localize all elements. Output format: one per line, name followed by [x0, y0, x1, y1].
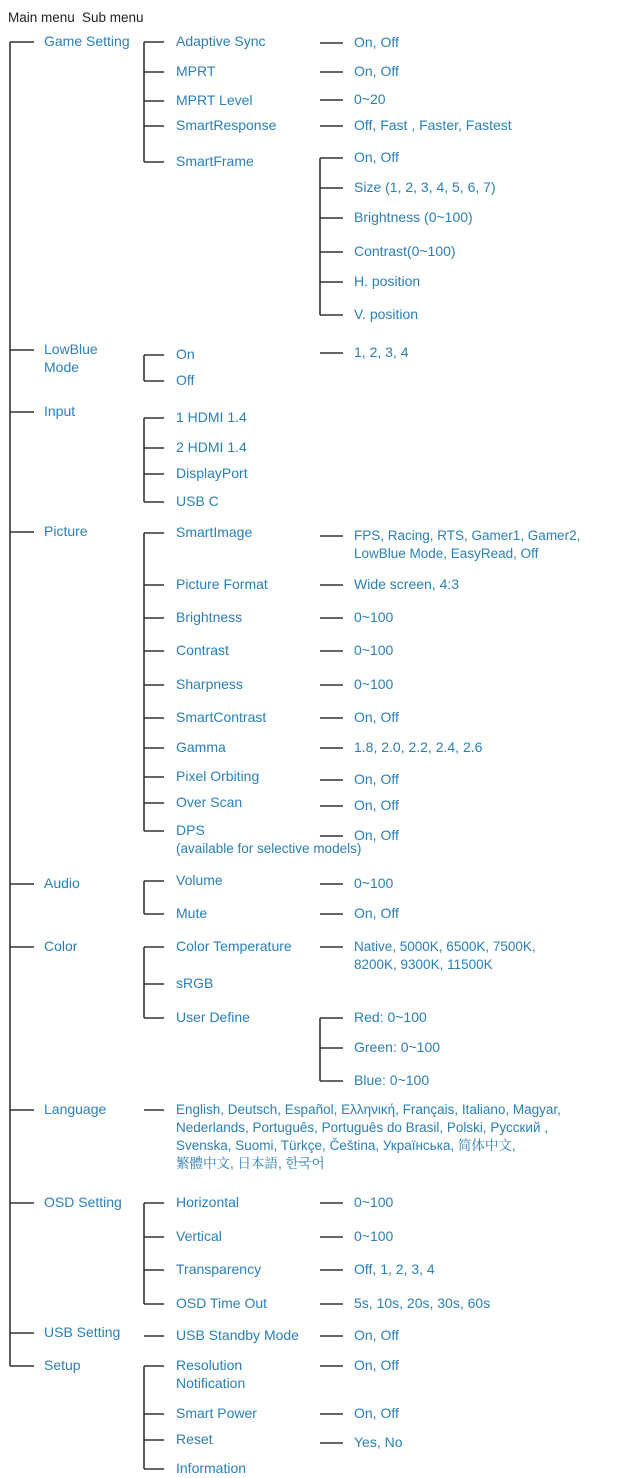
sub-menu-item: OSD Time Out: [176, 1295, 268, 1311]
sub-menu-item: SmartContrast: [176, 709, 267, 725]
sub-menu-item: 1 HDMI 1.4: [176, 409, 247, 425]
main-menu-item: Input: [44, 403, 76, 419]
option-value: On, Off: [354, 1405, 399, 1421]
sub-menu-item: SmartResponse: [176, 117, 277, 133]
main-menu-item: Setup: [44, 1357, 81, 1373]
option-value: 0~100: [354, 609, 394, 625]
option-value: On, Off: [354, 827, 399, 843]
option-value: 0~100: [354, 875, 394, 891]
sub-menu-item: USB Standby Mode: [176, 1327, 299, 1343]
sub-menu-item: 繁體中文, 日本語, 한국어: [176, 1156, 325, 1171]
option-value: Off, 1, 2, 3, 4: [354, 1261, 435, 1277]
option-value: 5s, 10s, 20s, 30s, 60s: [354, 1295, 491, 1311]
main-menu-item: Language: [44, 1101, 107, 1117]
sub-option-value: Brightness (0~100): [354, 209, 473, 225]
sub-option-value: Green: 0~100: [354, 1039, 441, 1055]
header-sub-menu: Sub menu: [82, 10, 144, 25]
option-value: On, Off: [354, 797, 399, 813]
main-menu-item: Mode: [44, 359, 80, 375]
sub-menu-item: SmartFrame: [176, 153, 254, 169]
sub-menu-item: Nederlands, Português, Português do Brasil, Polski, Русский ,: [176, 1120, 549, 1135]
sub-menu-item: Picture Format: [176, 576, 268, 592]
option-value: On, Off: [354, 63, 399, 79]
sub-menu-item: Off: [176, 372, 195, 388]
option-value: On, Off: [354, 905, 399, 921]
option-value: On, Off: [354, 1327, 399, 1343]
sub-menu-item: Notification: [176, 1375, 246, 1391]
option-value: Off, Fast , Faster, Fastest: [354, 117, 512, 133]
main-menu-item: USB Setting: [44, 1324, 121, 1340]
sub-option-value: Blue: 0~100: [354, 1072, 430, 1088]
sub-menu-item: Horizontal: [176, 1194, 240, 1210]
option-value: LowBlue Mode, EasyRead, Off: [354, 546, 539, 561]
option-value: On, Off: [354, 709, 399, 725]
sub-menu-item: DPS: [176, 822, 205, 838]
sub-menu-item: English, Deutsch, Español, Ελληνική, Français, Italiano, Magyar,: [176, 1102, 561, 1117]
option-value: 1.8, 2.0, 2.2, 2.4, 2.6: [354, 739, 483, 755]
sub-menu-item: 2 HDMI 1.4: [176, 439, 247, 455]
sub-menu-item: Adaptive Sync: [176, 33, 266, 49]
sub-menu-item: Smart Power: [176, 1405, 257, 1421]
main-menu-item: Picture: [44, 523, 88, 539]
sub-menu-item: Vertical: [176, 1228, 222, 1244]
option-value: 0~20: [354, 91, 386, 107]
sub-menu-item: Brightness: [176, 609, 243, 625]
option-value: 0~100: [354, 676, 394, 692]
option-value: 0~100: [354, 1228, 394, 1244]
sub-menu-item: SmartImage: [176, 524, 253, 540]
sub-menu-item: Pixel Orbiting: [176, 768, 260, 784]
sub-option-value: Size (1, 2, 3, 4, 5, 6, 7): [354, 179, 496, 195]
sub-menu-item: Gamma: [176, 739, 226, 755]
sub-menu-item: Resolution: [176, 1357, 243, 1373]
option-value: On, Off: [354, 1357, 399, 1373]
sub-option-value: V. position: [354, 306, 419, 322]
option-value: On, Off: [354, 771, 399, 787]
main-menu-item: Color: [44, 938, 78, 954]
main-menu-item: Audio: [44, 875, 80, 891]
sub-menu-item: USB C: [176, 493, 219, 509]
header-main-menu: Main menu: [8, 10, 75, 25]
sub-menu-item: Contrast: [176, 642, 229, 658]
sub-option-value: Contrast(0~100): [354, 243, 456, 259]
main-menu-item: OSD Setting: [44, 1194, 122, 1210]
sub-menu-item: Reset: [176, 1431, 213, 1447]
option-value: FPS, Racing, RTS, Gamer1, Gamer2,: [354, 528, 581, 543]
option-value: 0~100: [354, 642, 394, 658]
option-value: 1, 2, 3, 4: [354, 344, 409, 360]
option-value: 8200K, 9300K, 11500K: [354, 957, 493, 972]
sub-menu-item: User Define: [176, 1009, 250, 1025]
main-menu-item: Game Setting: [44, 33, 130, 49]
sub-option-value: H. position: [354, 273, 421, 289]
sub-menu-item: sRGB: [176, 975, 214, 991]
sub-menu-item: Information: [176, 1460, 247, 1476]
sub-menu-item: (available for selective models): [176, 841, 362, 856]
sub-menu-item: Sharpness: [176, 676, 243, 692]
option-value: Native, 5000K, 6500K, 7500K,: [354, 939, 536, 954]
sub-menu-item: Mute: [176, 905, 208, 921]
sub-menu-item: Svenska, Suomi, Türkçe, Čeština, Українська, 简体中文,: [176, 1138, 516, 1153]
sub-menu-item: On: [176, 346, 195, 362]
sub-menu-item: Volume: [176, 872, 223, 888]
sub-menu-item: Over Scan: [176, 794, 243, 810]
sub-menu-item: DisplayPort: [176, 465, 248, 481]
sub-menu-item: Color Temperature: [176, 938, 292, 954]
option-value: 0~100: [354, 1194, 394, 1210]
sub-menu-item: Transparency: [176, 1261, 262, 1277]
sub-option-value: Red: 0~100: [354, 1009, 427, 1025]
option-value: Yes, No: [354, 1434, 403, 1450]
option-value: Wide screen, 4:3: [354, 576, 460, 592]
sub-menu-item: MPRT Level: [176, 92, 253, 108]
sub-menu-item: MPRT: [176, 63, 216, 79]
option-value: On, Off: [354, 149, 399, 165]
main-menu-item: LowBlue: [44, 341, 98, 357]
option-value: On, Off: [354, 34, 399, 50]
